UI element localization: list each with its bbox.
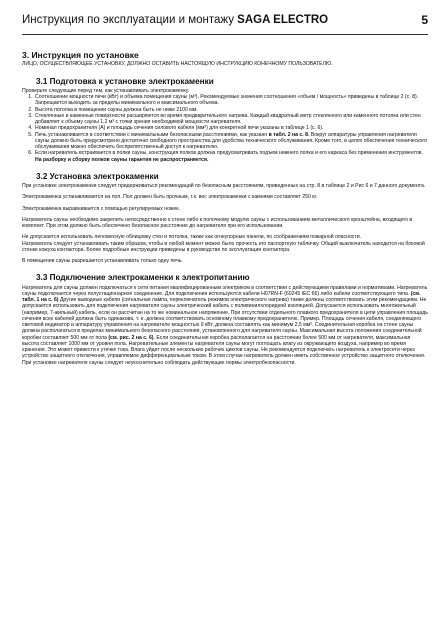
figure-reference: (см. рис. 2 на с. 6) (108, 334, 154, 341)
section-3-3-heading: 3.3 Подключение электрокаменки к электропитанию (36, 273, 250, 283)
paragraph: В помещении сауны разрешается устанавливать только одну печь. (22, 258, 183, 264)
checklist-item: 3. Стеклянные и каменные поверхности расширяются во время предварительного нагрева. Каждый квадратный метр стеклянного или каменного потолка или стен добавляет к объему сауны 1,2 м³ с точки зрения необходимой мощности нагревателя. (34, 113, 428, 126)
paragraph: Электрокаменка выравнивается с помощью регулируемых ножек. (22, 205, 180, 212)
checklist (22, 94, 428, 163)
paragraph: Нагреватель следует устанавливать таким образом, чтобы в любой момент можно было прочесть его паспортную табличку. Общий выключатель находится на боковой стенке кожуха контактора. Более подробные инструкции приведены в руководстве по эксплуатации контактора. (22, 240, 425, 253)
paragraph: Не допускается использовать легковесную облицовку стен и потолка, также как огнеупорные панели, по соображениям пожарной опасности. (22, 234, 362, 241)
header-title (22, 14, 328, 26)
paragraph: Электрокаменка устанавливается на пол. Пол должен быть прочным, т.к. вес электрокаменки с камнями составляет 250 кг. (22, 194, 318, 201)
warranty-note: На разборку и сборку полков сауны гарантия не распространяется. (35, 156, 209, 163)
paragraph: Нагреватель сауны необходимо закрепить непосредственно к стене либо к полочному модулю сауны с использованием металлического кронштейна, входящего в комплект. При этом должно быть обеспечено безопасное расстояние до нагревателя при его использовании. (22, 216, 413, 229)
paragraph-text: . Если соединительная коробка располагается на расстоянии более 500 мм от нагревателя, максимальная высота составляет 1000 мм от уровня пола. Нагревательные элементы нагревателя сауны могут поглощать влагу из окружающего воздуха, например во время хранения. Это может привести к утечке тока. Влага уйдет после нескольких рабочих циклов сауны. Не рекомендуется подключать нагреватель к электросети через устройство защитного отключения, управляемое дифференциальным током. В этом случае нагреватель должен иметь собственное устройство защитного отключения. При установке нагревателя сауны следует неукоснительно соблюдать действующие нормы электробезопасности. (22, 334, 426, 366)
page-number: 5 (421, 13, 428, 27)
page-content (22, 52, 428, 366)
checklist-item: 2. Высота потолка в помещении сауны должна быть не ниже 2100 мм. (34, 107, 428, 113)
checklist-item-text: Если нагреватель встраивается в полки сауны, конструкция полков должна предусматривать подъем нижнего полка и его каркаса без применения инструментов. (35, 150, 423, 157)
section-3-1-lead: Проверьте следующие перед тем, как устанавливать электрокаменку. (22, 87, 190, 94)
paragraph-text: Нагреватель для сауны должен подключаться к сети питания квалифицированным электриком в соответствии с действующими правилами и нормативами. Нагреватель сауны подключается через полустационарное соединение. Для подключения используются кабели H07RN-F (60245 IEC 66) либо кабели соответствующего типа. (22, 284, 428, 297)
section-3-heading: 3. Инструкция по установке (22, 50, 139, 60)
checklist-item (34, 150, 428, 163)
table-reference: в табл. 2 на с. 8 (268, 131, 308, 138)
section-3-intro: ЛИЦО, ОСУЩЕСТВЛЯЮЩЕЕ УСТАНОВКУ, ДОЛЖНО ОСТАВИТЬ НАСТОЯЩУЮ ИНСТРУКЦИЮ КОНЕЧНОМУ ПОЛЬЗОВАТЕЛЮ. (22, 61, 333, 68)
checklist-item: 1. Соотношение мощности печи (кВт) и объема помещения сауны (м³). Рекомендуемые значения соотношения «объем / мощность» приведены в таблице 2 (с. 8). Запрещается выходить за пределы минимального и максимального объема. (34, 94, 428, 107)
section-3-2-heading: 3.2 Установка электрокаменки (36, 171, 159, 181)
paragraph: При установке электрокаменки следует придерживаться рекомендаций по безопасным расстояниям, приведенных на стр. 8 в таблице 2 и Рис 6 и 7 данного документа. (22, 183, 426, 189)
page-header (22, 14, 428, 32)
brand-name: SAGA ELECTRO (237, 14, 329, 26)
table-reference: (см. табл. 1 на с. 6) (22, 290, 421, 303)
checklist-item: 4. Номинал предохранителя (А) и площадь сечения силового кабеля (мм²) для конкретной печи указаны в таблице 1 (с. 6). (34, 125, 428, 131)
checklist-item-text: Печь устанавливается в соответствии с минимальными безопасными расстояниями, как указано (35, 131, 269, 138)
header-title-text: Инструкция по эксплуатации и монтажу (22, 14, 238, 26)
checklist-item-text: . Вокруг аппаратуры управления нагревателя сауны должно быть предусмотрено достаточно свободного пространства для удобства технического обслуживания. Кроме того, в целях обеспечения технического обслуживания можно обеспечить беспрепятственный доступ к нагревателю. (35, 131, 428, 150)
paragraph (22, 285, 428, 366)
section-3-1-heading: 3.1 Подготовка к установке электрокаменки (36, 76, 214, 86)
header-divider (22, 34, 428, 35)
paragraph-text: Другие выводные кабели (сигнальная лампа, переключатель режимов электрического нагрева) также должны соответствовать этим рекомендациям. Не допускается использовать для подключения нагревателя сауны электрический кабель с поливинилхлоридной изоляцией. Допускается использовать многожильный (например, 7-жильный) кабель, если он рассчитан на то же номинальное напряжение. При отсутствии отдельного плавкого предохранителя в цепи управления площадь сечения всех кабелей должна быть одинакова, т. е. должна соответствовать основному плавкому предохранителю. Пример. Площадь сечения кабеля, соединяющего световой индикатор и аппаратуру управления на нагревателе мощностью 9 кВт, должна составлять как минимум 2,5 мм². Соединительная коробка на стене сауны должна располагаться в пределах минимального безопасного расстояния, установленного для нагревателя сауны. Максимальная высота положения соединительной коробки составляет 500 мм от пола (22, 297, 428, 341)
checklist-item (34, 132, 428, 151)
